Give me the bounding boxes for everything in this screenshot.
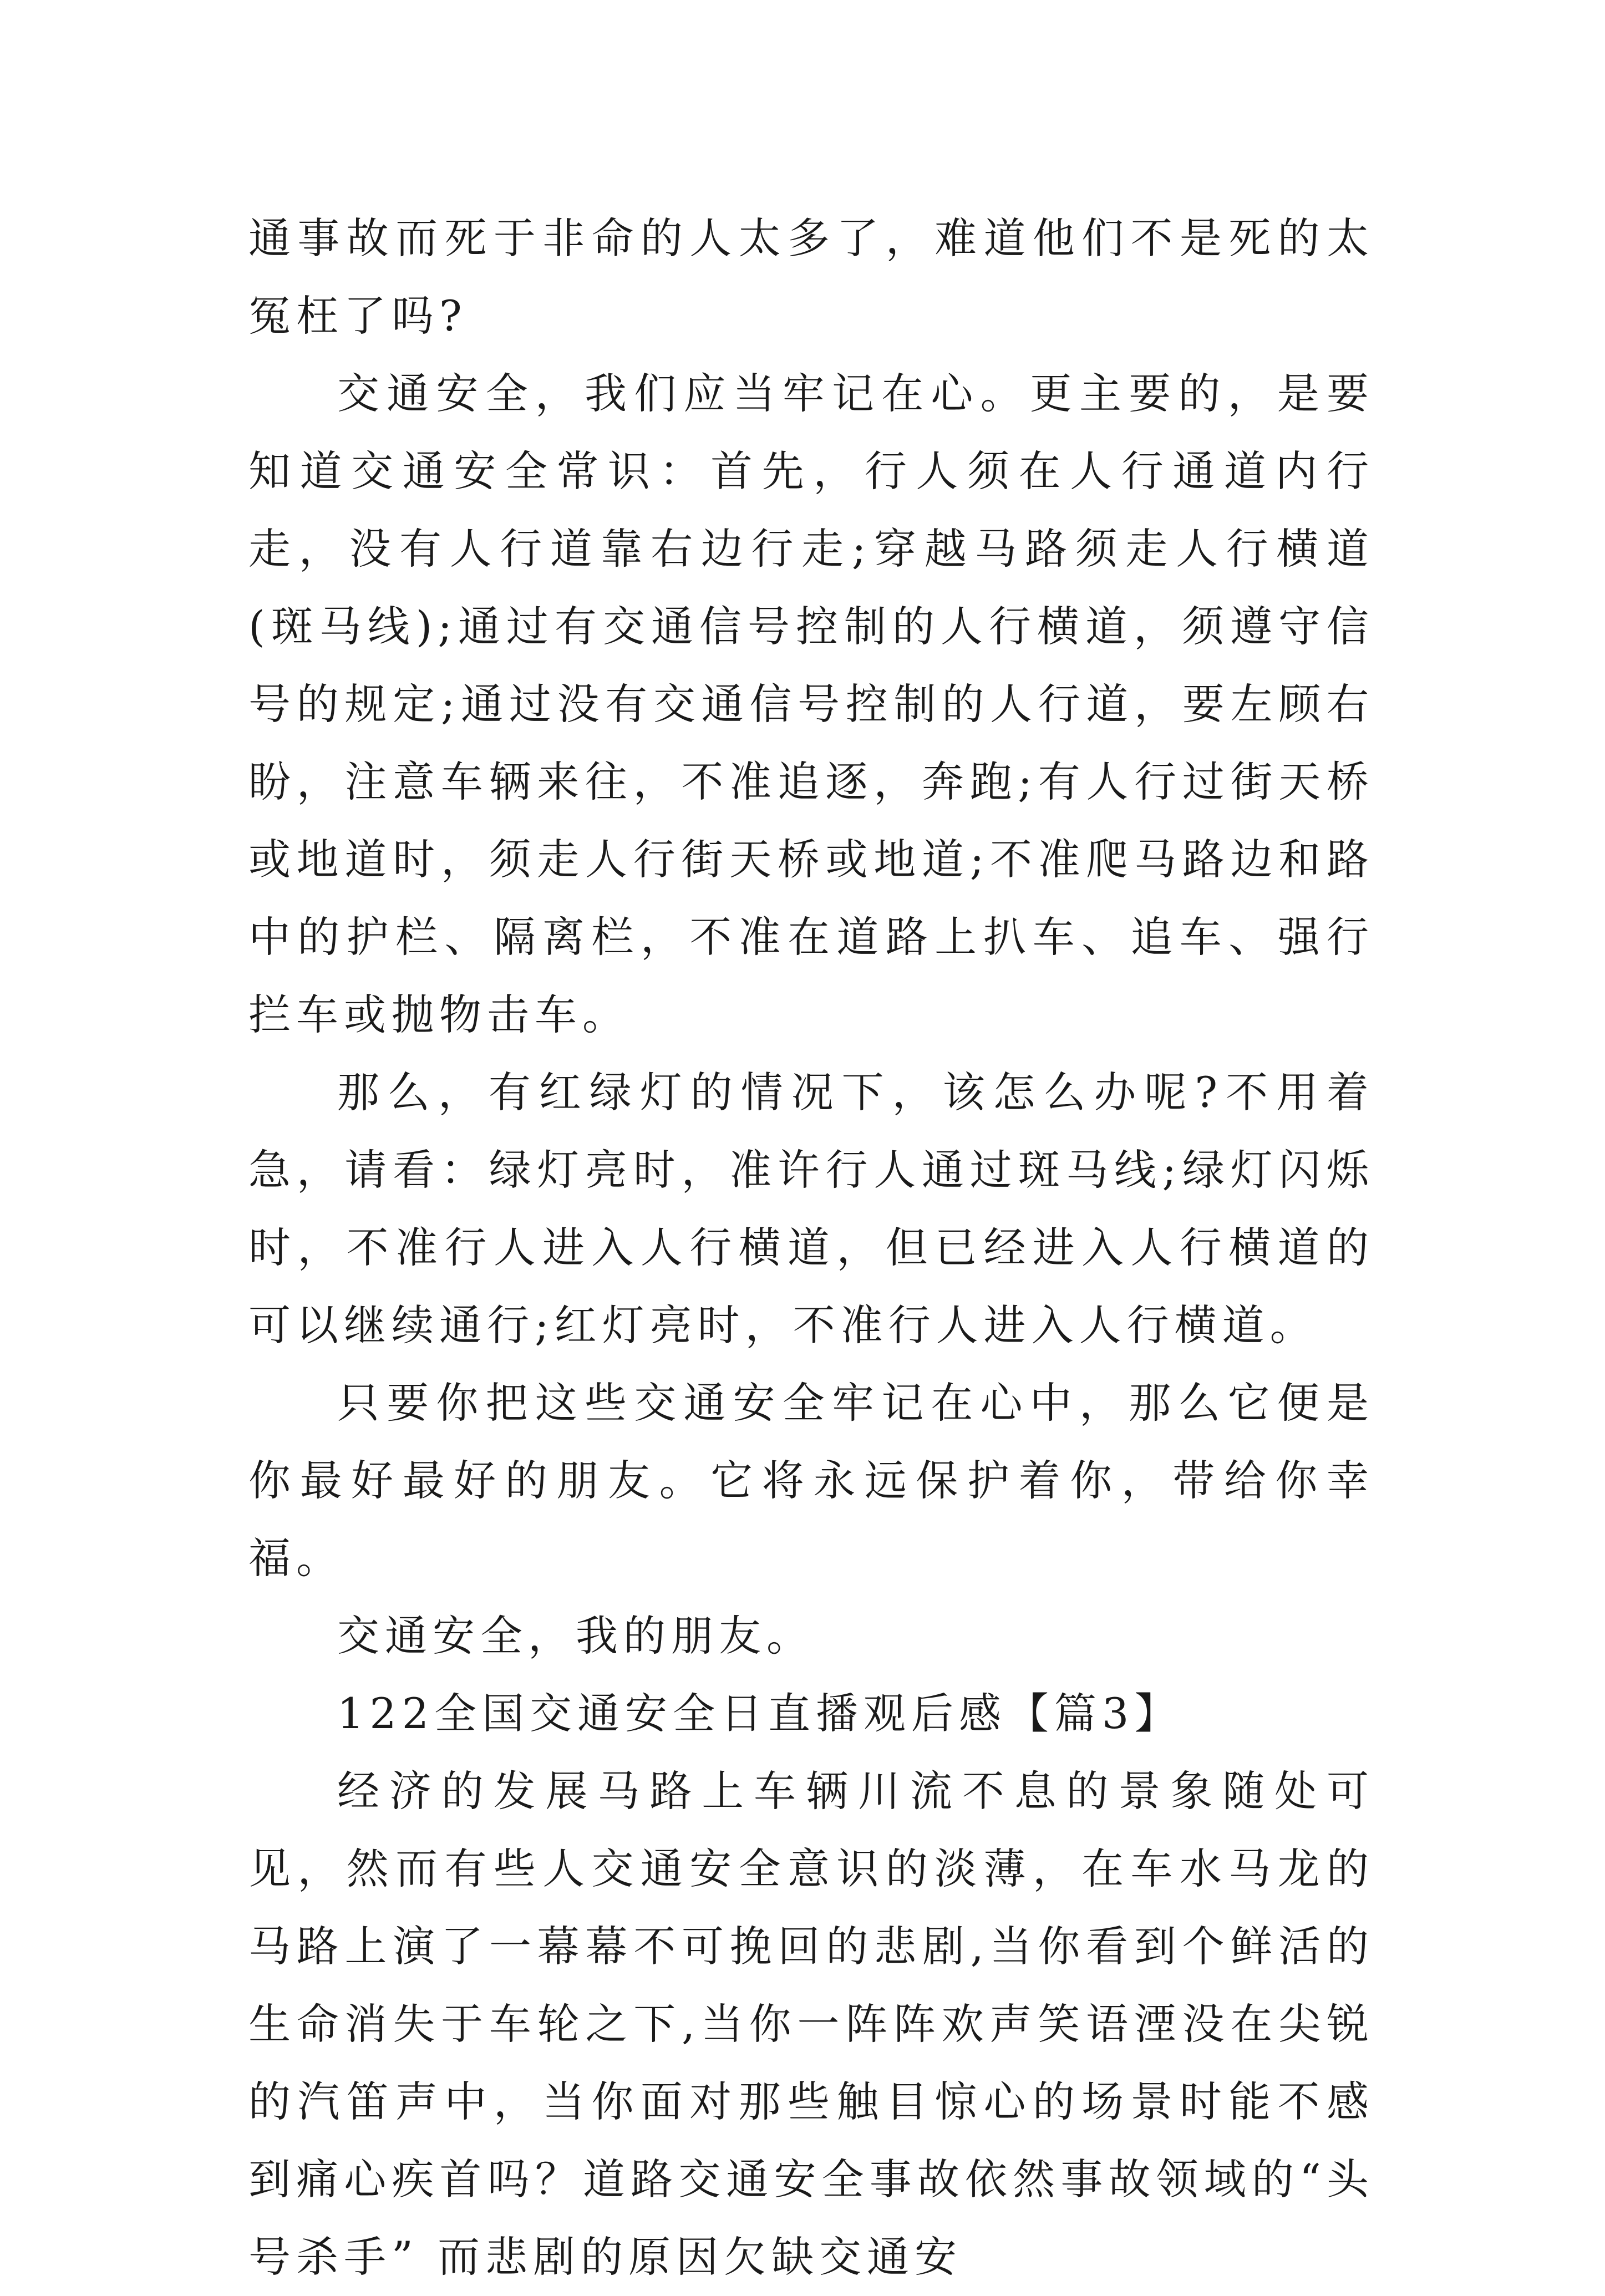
section-heading: 122全国交通安全日直播观后感【篇3】 <box>337 1689 1182 1738</box>
paragraph-6: 经济的发展马路上车辆川流不息的景象随处可见，然而有些人交通安全意识的淡薄，在车水马龙的马路上演了一幕幕不可挽回的悲剧,当你看到个鲜活的生命消失于车轮之下,当你一阵阵欢声笑语湮没在尖锐的汽笛声中，当你面对那些触目惊心的场景时能不感到痛心疾首吗？道路交通安全事故依然事故领域的“头号杀手” 而悲剧的原因欠缺交通安 <box>248 1766 1374 2282</box>
paragraph-4: 只要你把这些交通安全牢记在心中，那么它便是你最好最好的朋友。它将永远保护着你，带给你幸福。 <box>248 1378 1374 1583</box>
document-body <box>248 200 1374 2296</box>
paragraph-5: 交通安全，我的朋友。 <box>337 1611 814 1660</box>
paragraph-3: 那么，有红绿灯的情况下，该怎么办呢?不用着急，请看：绿灯亮时，准许行人通过斑马线;绿灯闪烁时，不准行人进入人行横道，但已经进入人行横道的可以继续通行;红灯亮时，不准行人进入人行横道。 <box>248 1068 1374 1350</box>
paragraph-2: 交通安全，我们应当牢记在心。更主要的，是要知道交通安全常识：首先，行人须在人行通道内行走，没有人行道靠右边行走;穿越马路须走人行横道(斑马线);通过有交通信号控制的人行横道，须遵守信号的规定;通过没有交通信号控制的人行道，要左顾右盼，注意车辆来往，不准追逐，奔跑;有人行过街天桥或地道时，须走人行街天桥或地道;不准爬马路边和路中的护栏、隔离栏，不准在道路上扒车、追车、强行拦车或抛物击车。 <box>248 369 1374 1039</box>
paragraph-1: 通事故而死于非命的人太多了，难道他们不是死的太冤枉了吗? <box>248 214 1374 341</box>
